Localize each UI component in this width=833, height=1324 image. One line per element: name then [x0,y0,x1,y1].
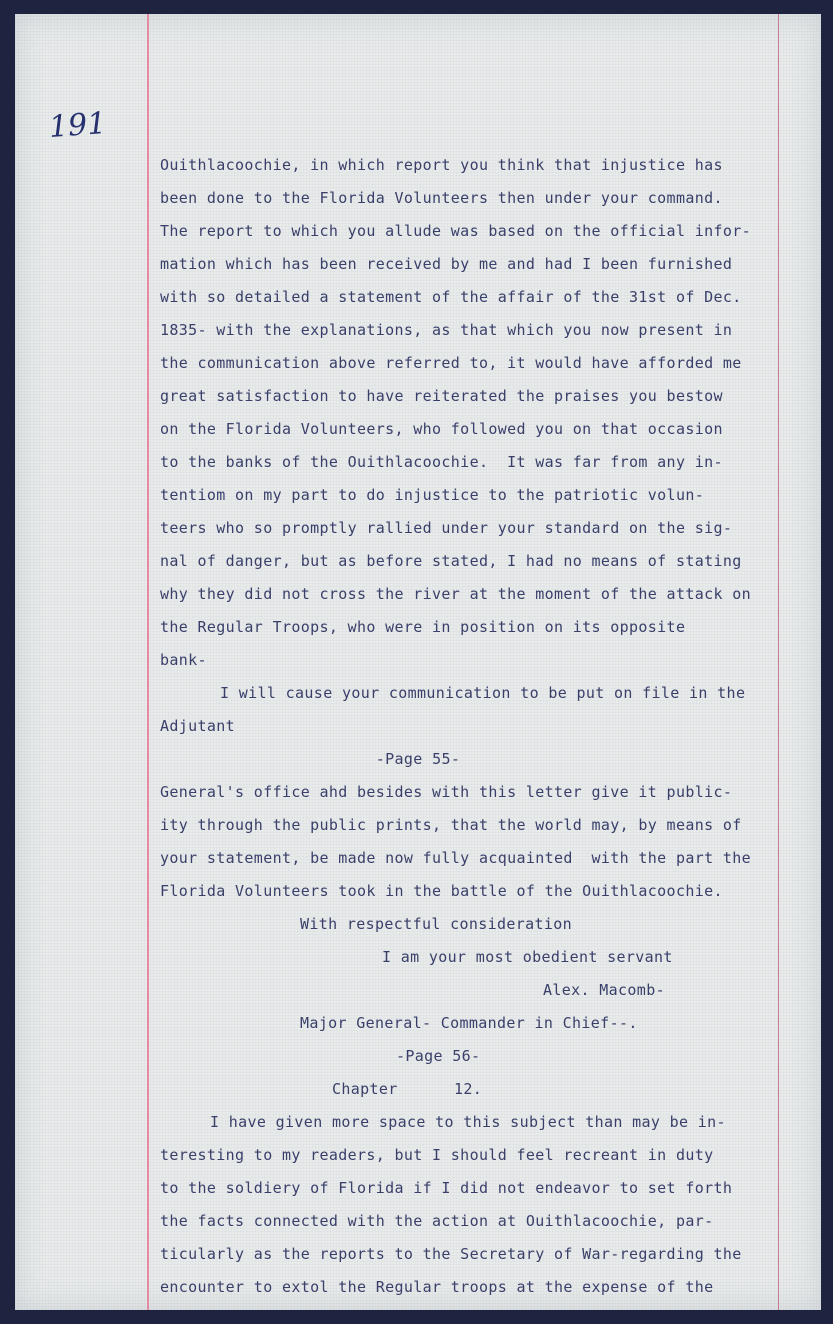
text-line: on the Florida Volunteers, who followed you on that occasion [160,420,723,438]
text-line: why they did not cross the river at the moment of the attack on [160,585,751,603]
text-line: tentiom on my part to do injustice to the patriotic volun- [160,486,705,504]
letter-closing: I am your most obedient servant [382,948,673,966]
chapter-heading: Chapter 12. [332,1080,483,1098]
right-margin-rule [778,14,779,1310]
text-line: mation which has been received by me and had I been furnished [160,255,733,273]
text-line: teers who so promptly rallied under your standard on the sig- [160,519,733,537]
text-line: the communication above referred to, it would have afforded me [160,354,742,372]
text-line: 1835- with the explanations, as that which you now present in [160,321,733,339]
text-line: General's office ahd besides with this letter give it public- [160,783,733,801]
text-line: encounter to extol the Regular troops at the expense of the [160,1278,714,1296]
text-line: to the banks of the Ouithlacoochie. It was far from any in- [160,453,723,471]
page-marker: -Page 55- [375,750,461,768]
text-line: nal of danger, but as before stated, I had no means of stating [160,552,742,570]
text-line: great satisfaction to have reiterated the praises you bestow [160,387,723,405]
signature-name: Alex. Macomb- [543,981,665,999]
text-line: your statement, be made now fully acquainted with the part the [160,849,751,867]
typed-page [15,14,821,1310]
text-line: bank- [160,651,207,669]
text-line: Ouithlacoochie, in which report you think that injustice has [160,156,723,174]
text-line: Florida Volunteers took in the battle of the Ouithlacoochie. [160,882,723,900]
text-line: to the soldiery of Florida if I did not endeavor to set forth [160,1179,733,1197]
left-margin-rule [147,14,149,1310]
text-line: with so detailed a statement of the affair of the 31st of Dec. [160,288,742,306]
text-line: I have given more space to this subject than may be in- [210,1113,726,1131]
text-line: I will cause your communication to be put on file in the [220,684,746,702]
folio-number: 191 [47,106,108,145]
page-marker: -Page 56- [396,1047,481,1065]
text-line: Adjutant [160,717,236,735]
text-line: been done to the Florida Volunteers then under your command. [160,189,723,207]
text-line: the Regular Troops, who were in position on its opposite [160,618,686,636]
text-line: ticularly as the reports to the Secretary of War-regarding the [160,1245,742,1263]
text-line: The report to which you allude was based on the official infor- [160,222,751,240]
text-line: ity through the public prints, that the world may, by means of [160,816,742,834]
text-line: teresting to my readers, but I should feel recreant in duty [160,1146,714,1164]
signature-title: Major General- Commander in Chief--. [300,1014,638,1032]
letter-closing: With respectful consideration [300,915,573,933]
text-line: the facts connected with the action at Ouithlacoochie, par- [160,1212,714,1230]
